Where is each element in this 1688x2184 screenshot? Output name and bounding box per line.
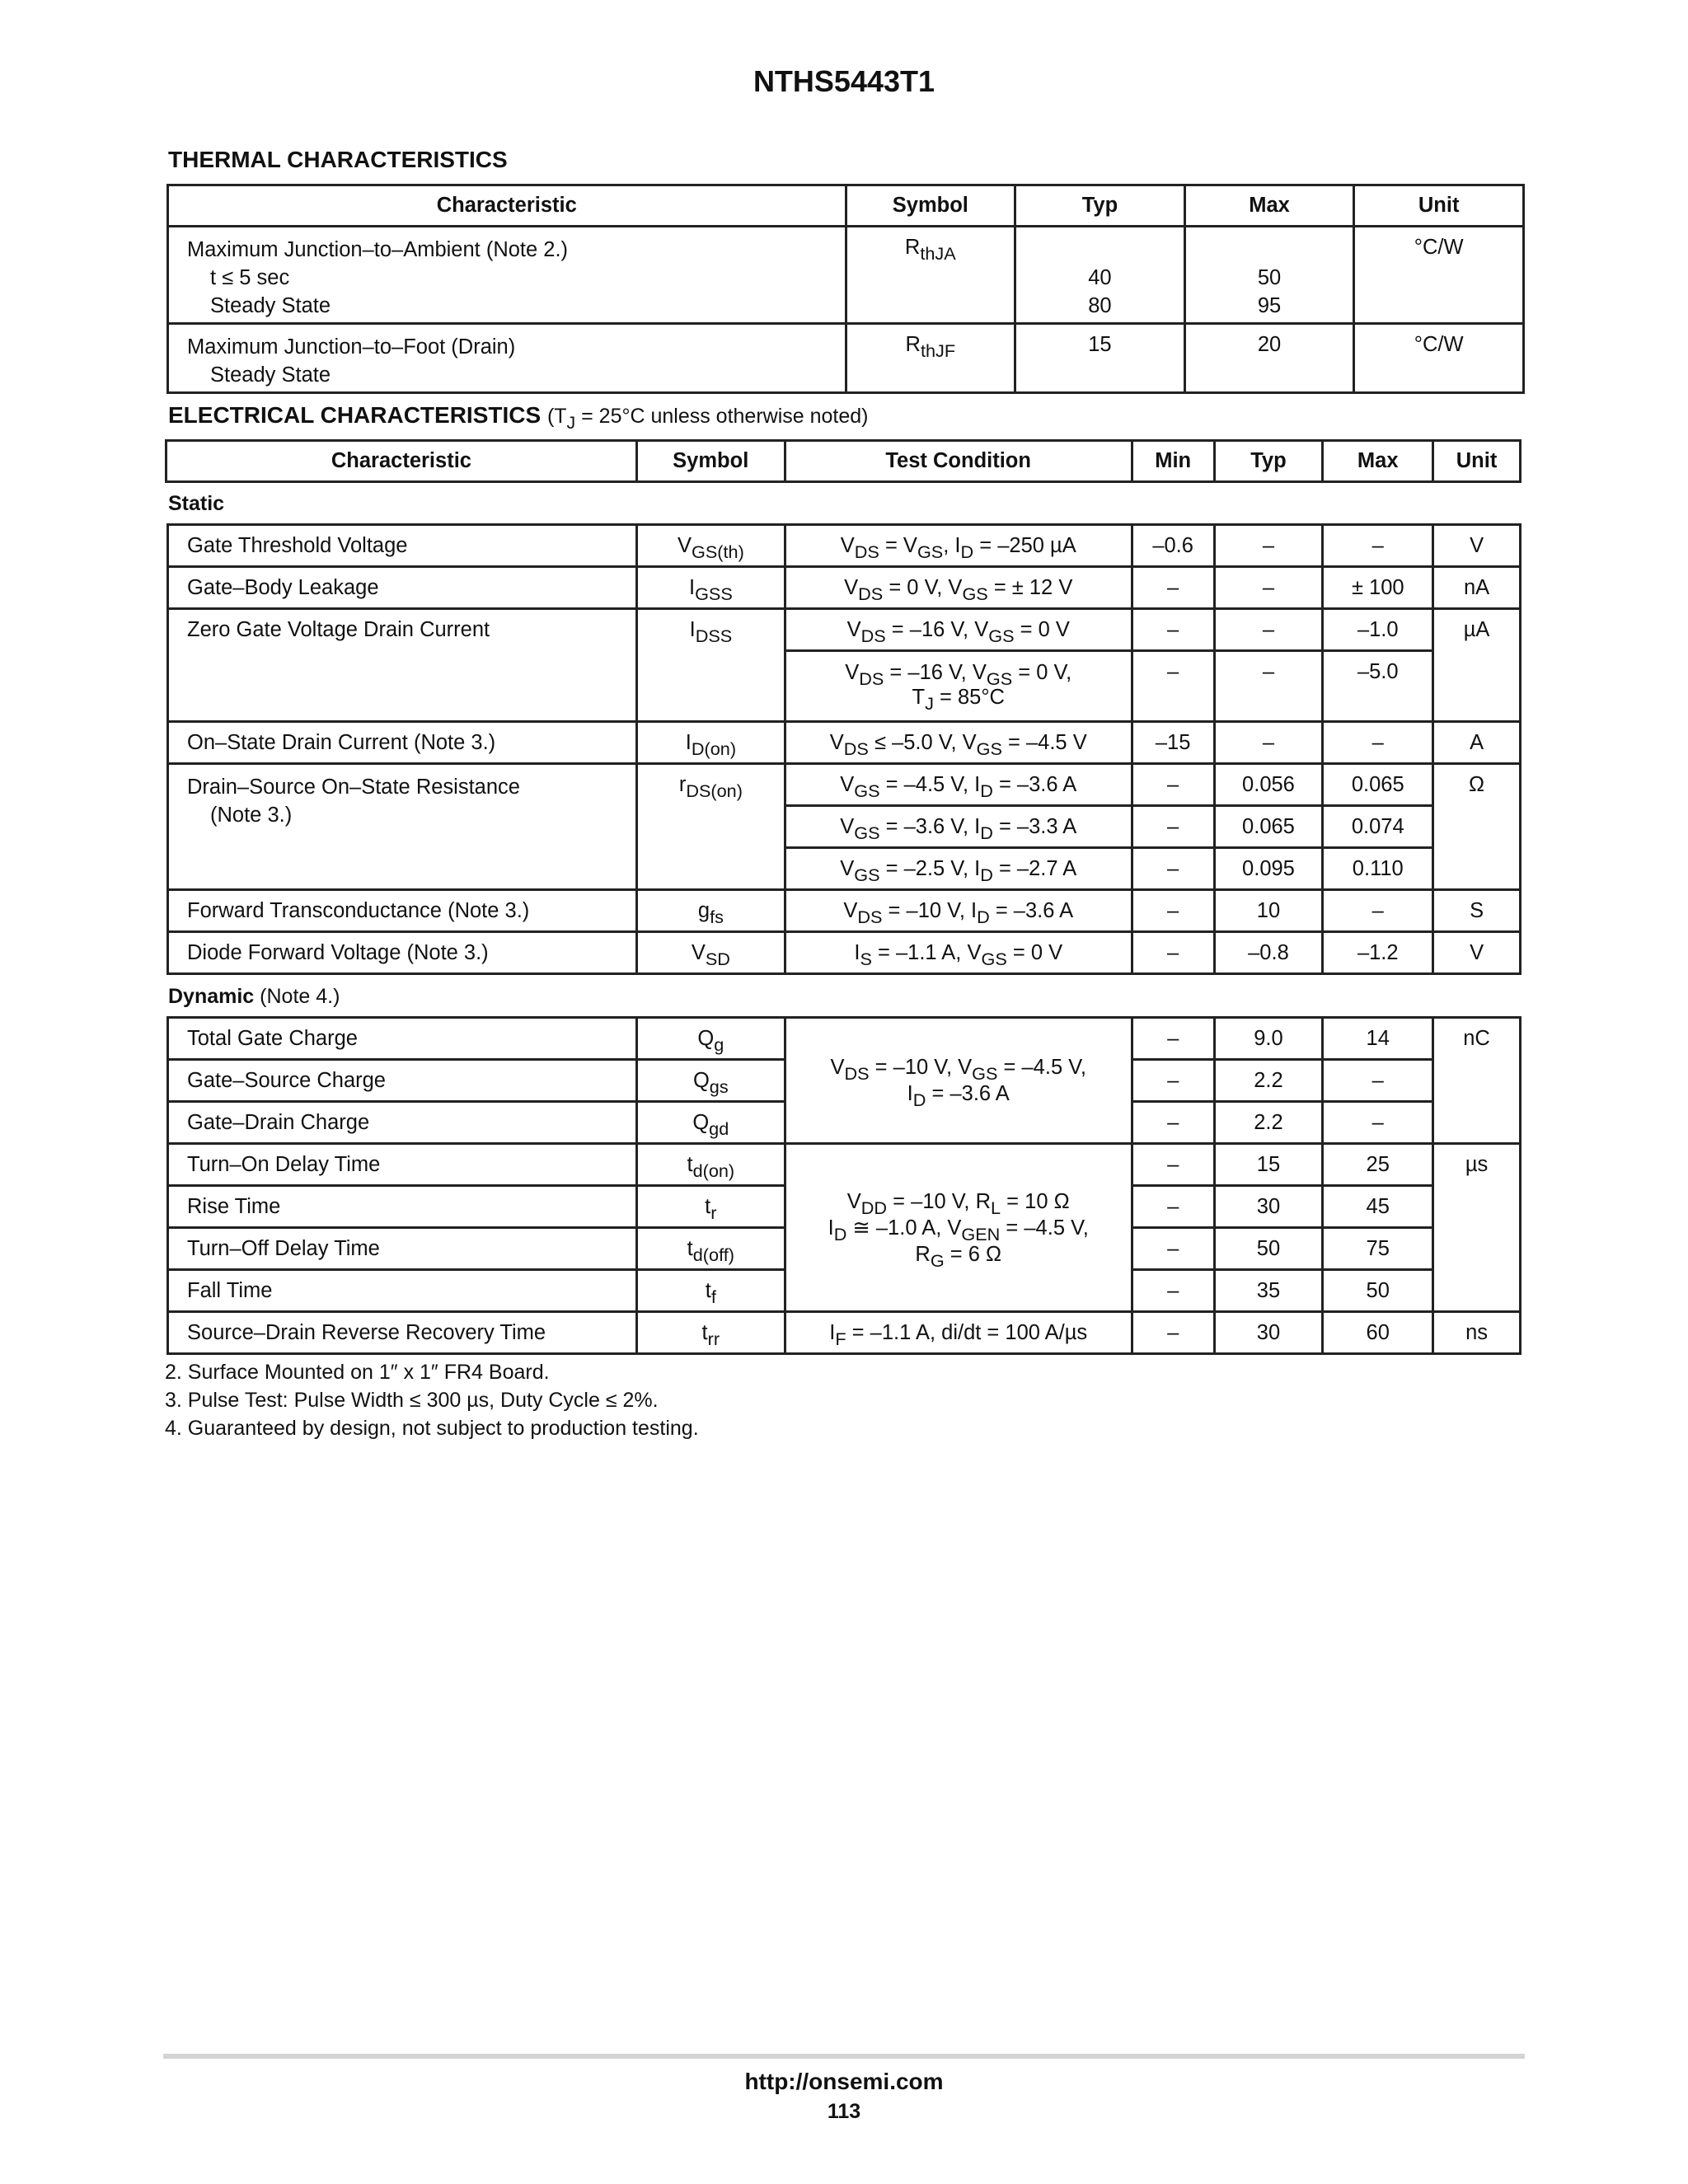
test-condition: $V_{GS} = -4.5$ V, $I_D = -3.6$ A — [785, 764, 1132, 806]
typ-value: – — [1214, 567, 1323, 609]
max-value: – — [1323, 1102, 1433, 1144]
page-number: 113 — [827, 2100, 861, 2123]
table-row — [168, 722, 1521, 764]
typ-value: 35 — [1214, 1270, 1323, 1312]
characteristic: Turn–On Delay Time — [168, 1144, 637, 1186]
table-row — [168, 567, 1521, 609]
min-value: – — [1132, 806, 1214, 848]
section-label-dynamic: Dynamic (Note 4.) — [168, 985, 340, 1008]
typ-value: 0.065 — [1214, 806, 1323, 848]
typ-value: 30 — [1214, 1186, 1323, 1228]
typ-value: – — [1214, 525, 1323, 567]
unit: µs — [1433, 1144, 1521, 1312]
symbol: $t_r$ — [636, 1186, 785, 1228]
symbol: $R_{thJF}$ — [846, 324, 1015, 393]
max-value: – — [1323, 1060, 1433, 1102]
min-value: – — [1132, 1312, 1214, 1354]
symbol: $I_{D(on)}$ — [637, 722, 785, 764]
max-value: 60 — [1323, 1312, 1433, 1354]
col-header: Characteristic — [166, 441, 637, 482]
typ-value: 50 — [1214, 1228, 1323, 1270]
min-value: – — [1132, 567, 1214, 609]
min-value: – — [1132, 1102, 1214, 1144]
max-value: – — [1323, 525, 1433, 567]
thermal-heading: THERMAL CHARACTERISTICS — [168, 147, 508, 172]
characteristic-condition: Steady State — [210, 294, 331, 317]
table-row — [168, 932, 1521, 974]
max-value: 0.065 — [1323, 764, 1433, 806]
col-header: Max — [1323, 441, 1433, 482]
thermal-table — [166, 184, 1525, 394]
typ-value: 9.0 — [1214, 1018, 1323, 1060]
footer-divider — [163, 2054, 1525, 2059]
min-value: – — [1132, 764, 1214, 806]
table-row — [168, 1018, 1521, 1060]
typ-value: 2.2 — [1214, 1060, 1323, 1102]
col-header: Unit — [1433, 441, 1521, 482]
symbol: $V_{SD}$ — [637, 932, 785, 974]
max-value: ± 100 — [1323, 567, 1433, 609]
symbol: $Q_{gd}$ — [636, 1102, 785, 1144]
electrical-note: ($T_J = 25^\circ C$ unless otherwise noted) — [546, 405, 869, 433]
col-header: Characteristic — [168, 185, 846, 227]
typ-value: 15 — [1214, 1144, 1323, 1186]
max-value: 95 — [1257, 294, 1282, 317]
test-condition: $V_{DS} = -10$ V, $I_D = -3.6$ A — [785, 890, 1132, 932]
max-value: 0.074 — [1323, 806, 1433, 848]
typ-value: – — [1214, 722, 1323, 764]
min-value: – — [1132, 1186, 1214, 1228]
unit: nA — [1433, 567, 1521, 609]
electrical-header-table — [165, 439, 1522, 483]
unit: A — [1433, 722, 1521, 764]
footnote: 2. Surface Mounted on 1″ x 1″ FR4 Board. — [165, 1361, 550, 1384]
characteristic: Maximum Junction–to–Ambient (Note 2.) — [187, 238, 569, 261]
col-header: Symbol — [636, 441, 785, 482]
symbol: $Q_{gs}$ — [636, 1060, 785, 1102]
test-condition: $V_{DS} = -16$ V, $V_{GS} = 0$ V, $T_J = 85^\circ C$ — [785, 651, 1132, 722]
min-value: –15 — [1132, 722, 1214, 764]
symbol: $I_{DSS}$ — [637, 609, 785, 722]
electrical-heading: ELECTRICAL CHARACTERISTICS ($T_J = 25^\circ C$ unless otherwise noted) — [168, 402, 869, 433]
test-condition: $V_{DS} = -16$ V, $V_{GS} = 0$ V — [785, 609, 1132, 651]
characteristic: Maximum Junction–to–Foot (Drain) — [187, 335, 516, 359]
characteristic: Diode Forward Voltage (Note 3.) — [168, 932, 637, 974]
characteristic: Source–Drain Reverse Recovery Time — [168, 1312, 637, 1354]
footnote: 3. Pulse Test: Pulse Width ≤ 300 µs, Duty Cycle ≤ 2%. — [165, 1389, 659, 1412]
typ-value: –0.8 — [1214, 932, 1323, 974]
typ-value: 30 — [1214, 1312, 1323, 1354]
symbol: $I_{GSS}$ — [637, 567, 785, 609]
unit: V — [1433, 525, 1521, 567]
typ-value: 80 — [1088, 294, 1112, 317]
min-value: –0.6 — [1132, 525, 1214, 567]
typ-value: 40 — [1088, 266, 1112, 289]
characteristic: Gate–Body Leakage — [168, 567, 637, 609]
unit: ns — [1433, 1312, 1521, 1354]
symbol: $t_{rr}$ — [636, 1312, 785, 1354]
min-value: – — [1132, 1270, 1214, 1312]
characteristic: Total Gate Charge — [168, 1018, 637, 1060]
typ-value: 0.056 — [1214, 764, 1323, 806]
characteristic: On–State Drain Current (Note 3.) — [168, 722, 637, 764]
max-value: –1.0 — [1323, 609, 1433, 651]
col-header: Test Condition — [785, 441, 1132, 482]
typ-value: 10 — [1214, 890, 1323, 932]
test-condition: $I_F = -1.1$ A, di/dt = 100 A/µs — [785, 1312, 1132, 1354]
max-value: 50 — [1257, 266, 1282, 289]
col-header: Typ — [1015, 185, 1185, 227]
unit: S — [1433, 890, 1521, 932]
col-header: Typ — [1214, 441, 1323, 482]
dynamic-table — [166, 1016, 1522, 1355]
max-value: – — [1323, 722, 1433, 764]
typ-value: – — [1214, 609, 1323, 651]
max-value: –1.2 — [1323, 932, 1433, 974]
characteristic: Drain–Source On–State Resistance (Note 3.) — [168, 764, 637, 890]
test-condition: $I_S = -1.1$ A, $V_{GS} = 0$ V — [785, 932, 1132, 974]
unit: V — [1433, 932, 1521, 974]
symbol: $t_f$ — [636, 1270, 785, 1312]
test-condition: $V_{DS} = 0$ V, $V_{GS}$ = ± 12 V — [785, 567, 1132, 609]
characteristic: Gate–Drain Charge — [168, 1102, 637, 1144]
characteristic: Forward Transconductance (Note 3.) — [168, 890, 637, 932]
symbol: $t_{d(off)}$ — [636, 1228, 785, 1270]
table-row — [168, 764, 1521, 806]
test-condition: $V_{GS} = -3.6$ V, $I_D = -3.3$ A — [785, 806, 1132, 848]
characteristic: Rise Time — [168, 1186, 637, 1228]
min-value: – — [1132, 1228, 1214, 1270]
typ-value: 15 — [1015, 324, 1185, 393]
footer-url[interactable]: http://onsemi.com — [744, 2069, 944, 2094]
max-value: 14 — [1323, 1018, 1433, 1060]
test-condition: $V_{DS} = V_{GS}$, $I_D = -250$ µA — [785, 525, 1132, 567]
footnote: 4. Guaranteed by design, not subject to production testing. — [165, 1417, 699, 1440]
min-value: – — [1132, 1060, 1214, 1102]
table-row — [168, 227, 1524, 324]
characteristic: Zero Gate Voltage Drain Current — [168, 609, 637, 722]
min-value: – — [1132, 932, 1214, 974]
min-value: – — [1132, 609, 1214, 651]
characteristic: Gate Threshold Voltage — [168, 525, 637, 567]
symbol: $g_{fs}$ — [637, 890, 785, 932]
typ-value: 0.095 — [1214, 848, 1323, 890]
table-row — [168, 609, 1521, 651]
characteristic: Turn–Off Delay Time — [168, 1228, 637, 1270]
unit: °C/W — [1354, 227, 1524, 324]
characteristic-condition: Steady State — [210, 363, 331, 387]
max-value: 45 — [1323, 1186, 1433, 1228]
symbol: $t_{d(on)}$ — [636, 1144, 785, 1186]
test-condition: $V_{DD} = -10$ V, $R_L = 10$ Ω $I_D$ ≅ –1.0 A, $V_{GEN} = -4.5$ V, $R_G = 6$ Ω — [785, 1144, 1132, 1312]
max-value: 25 — [1323, 1144, 1433, 1186]
max-value: 0.110 — [1323, 848, 1433, 890]
col-header: Unit — [1354, 185, 1524, 227]
section-label-static: Static — [168, 492, 225, 515]
max-value: 75 — [1323, 1228, 1433, 1270]
static-table — [166, 523, 1522, 975]
symbol: $r_{DS(on)}$ — [637, 764, 785, 890]
unit: Ω — [1433, 764, 1521, 890]
page-title: NTHS5443T1 — [753, 64, 935, 98]
max-value: 50 — [1323, 1270, 1433, 1312]
characteristic-condition: t ≤ 5 sec — [210, 266, 290, 289]
min-value: – — [1132, 1144, 1214, 1186]
table-row — [168, 324, 1524, 393]
max-value: –5.0 — [1323, 651, 1433, 722]
table-row — [168, 890, 1521, 932]
symbol: $V_{GS(th)}$ — [637, 525, 785, 567]
characteristic: Fall Time — [168, 1270, 637, 1312]
footnotes — [165, 1358, 699, 1442]
typ-value: 2.2 — [1214, 1102, 1323, 1144]
test-condition: $V_{GS} = -2.5$ V, $I_D = -2.7$ A — [785, 848, 1132, 890]
min-value: – — [1132, 890, 1214, 932]
col-header: Min — [1132, 441, 1214, 482]
unit: nC — [1433, 1018, 1521, 1144]
table-row — [168, 525, 1521, 567]
unit: µA — [1433, 609, 1521, 722]
unit: °C/W — [1354, 324, 1524, 393]
min-value: – — [1132, 1018, 1214, 1060]
characteristic: Gate–Source Charge — [168, 1060, 637, 1102]
max-value: – — [1323, 890, 1433, 932]
table-row — [168, 1144, 1521, 1186]
min-value: – — [1132, 651, 1214, 722]
symbol: $R_{thJA}$ — [846, 227, 1015, 324]
max-value: 20 — [1184, 324, 1354, 393]
table-row — [168, 1312, 1521, 1354]
test-condition: $V_{DS} = -10$ V, $V_{GS} = -4.5$ V, $I_D = -3.6$ A — [785, 1018, 1132, 1144]
typ-value: – — [1214, 651, 1323, 722]
col-header: Max — [1184, 185, 1354, 227]
col-header: Symbol — [846, 185, 1015, 227]
test-condition: $V_{DS} \le -5.0$ V, $V_{GS} = -4.5$ V — [785, 722, 1132, 764]
symbol: $Q_g$ — [636, 1018, 785, 1060]
min-value: – — [1132, 848, 1214, 890]
